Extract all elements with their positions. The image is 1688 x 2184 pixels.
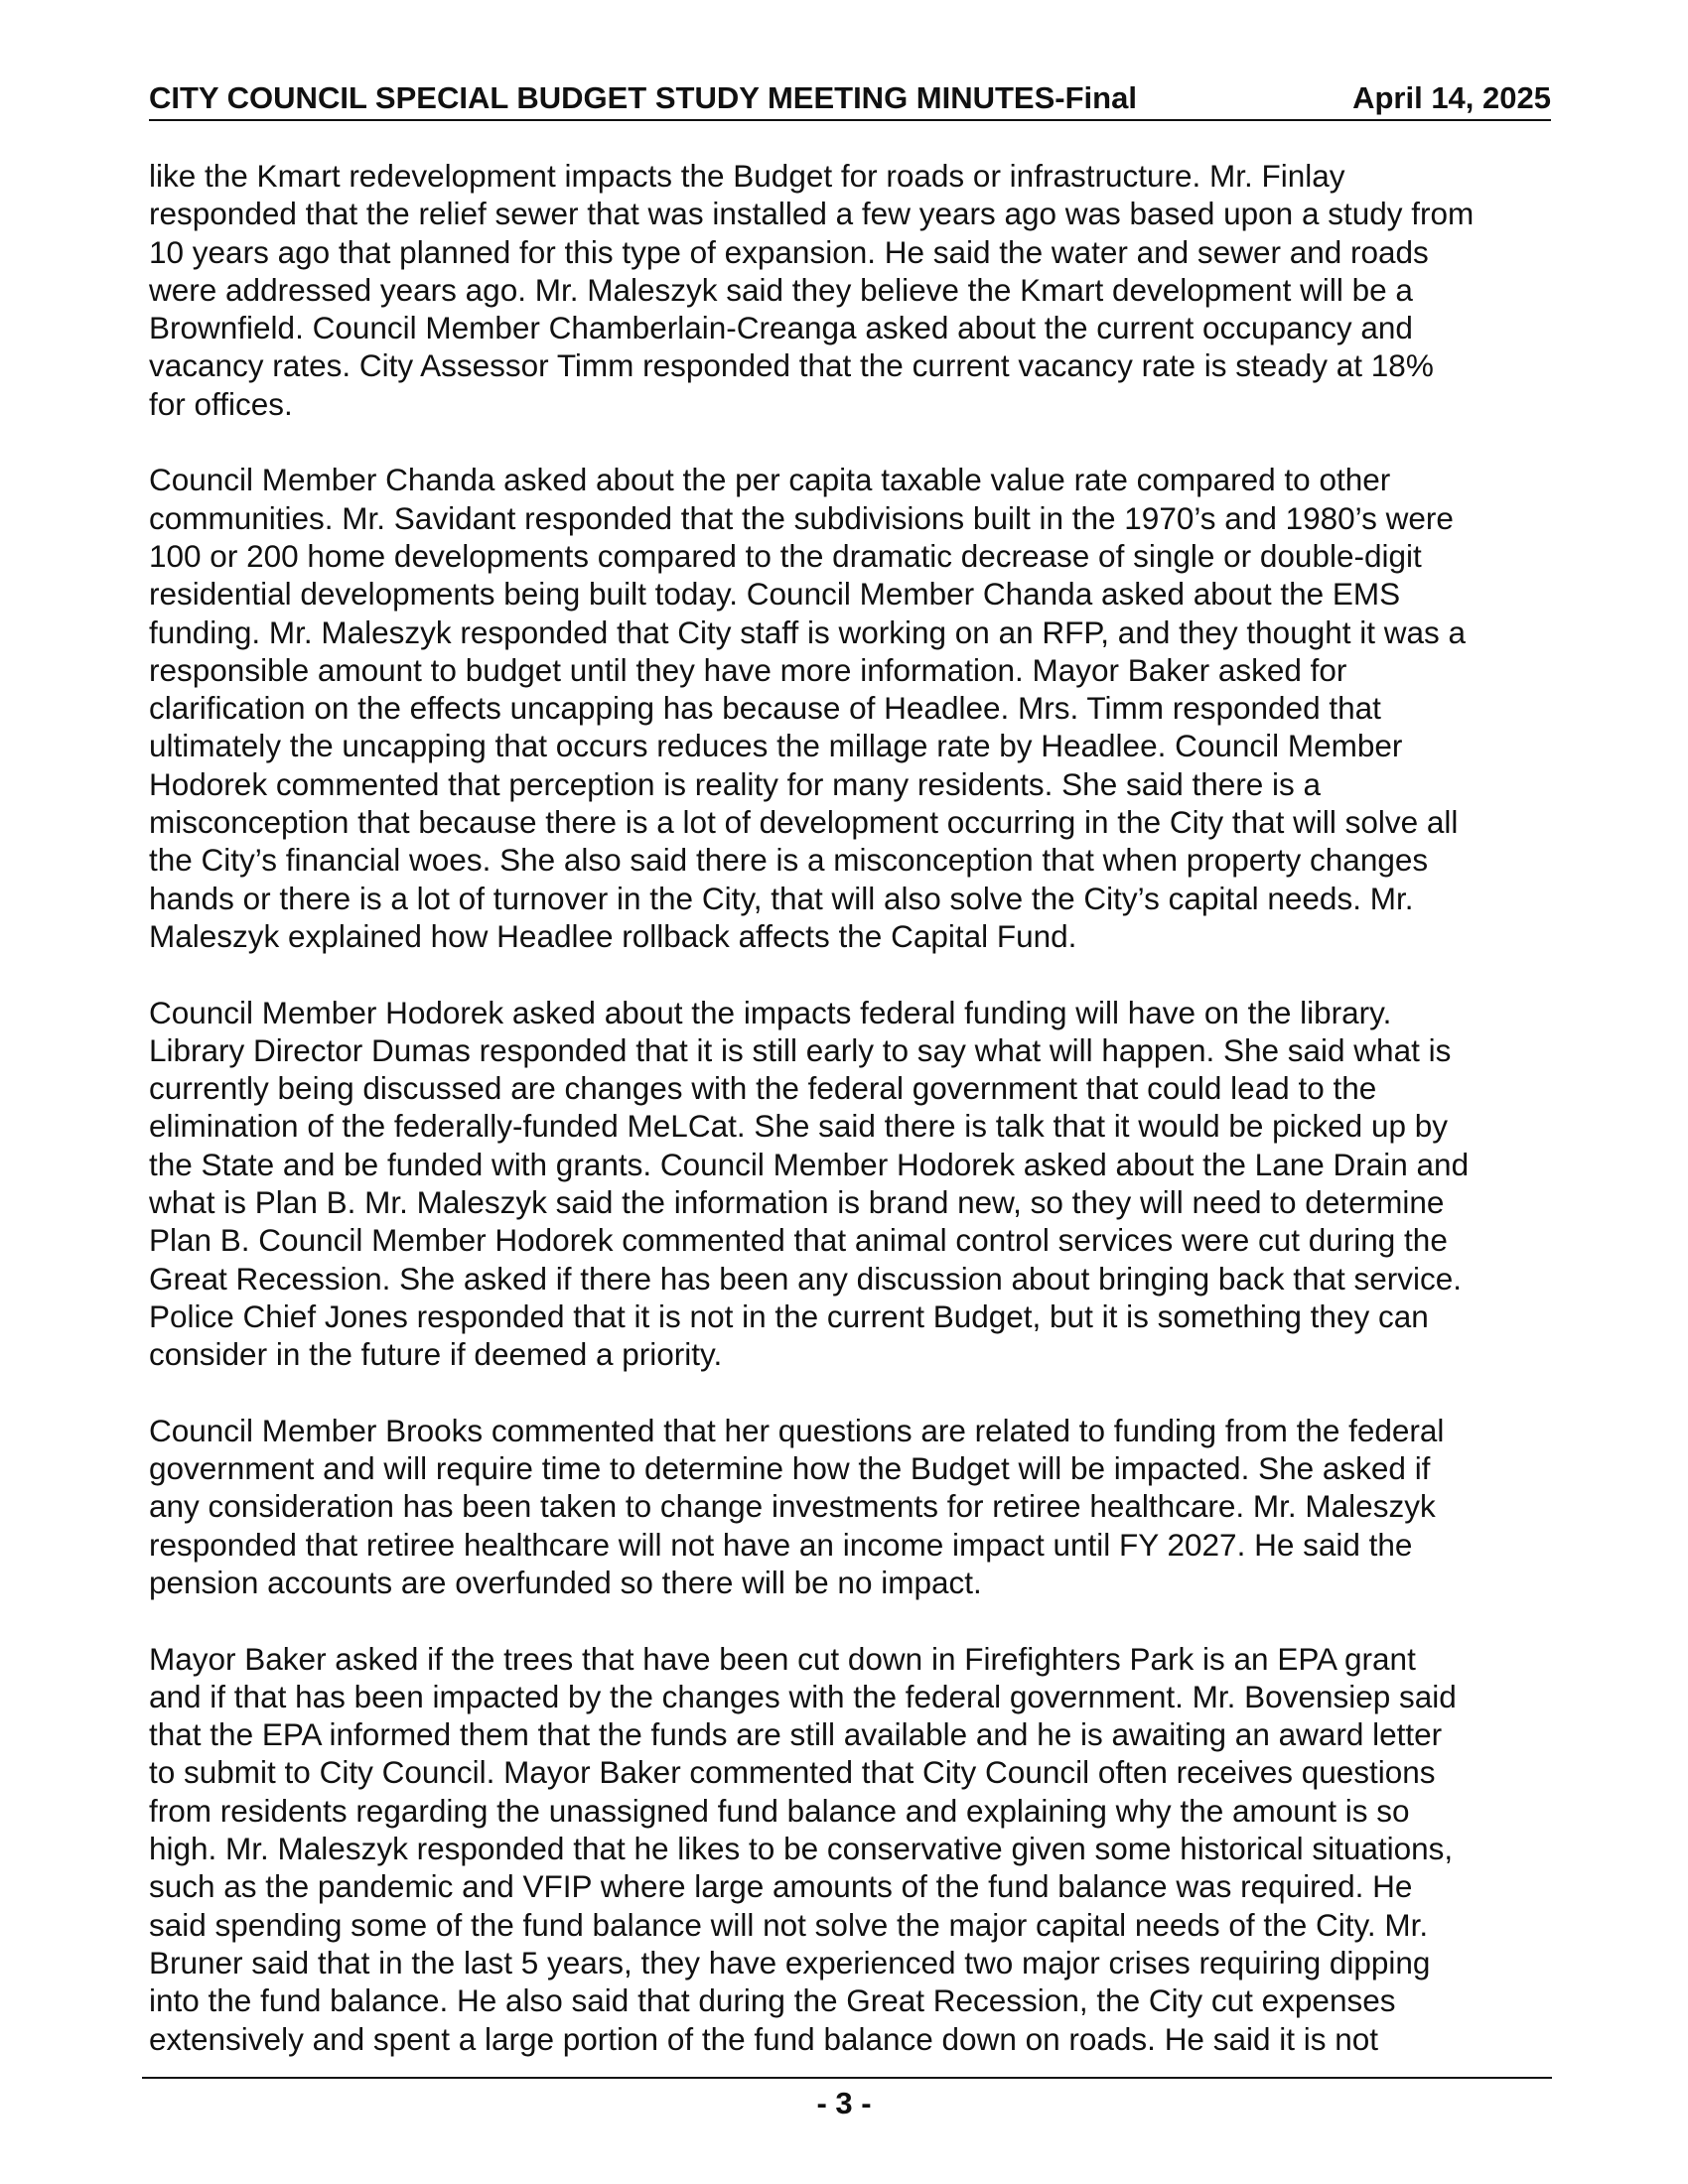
minutes-body: [149, 157, 1559, 2096]
page-header: [149, 79, 1551, 121]
paragraph: Council Member Chanda asked about the per capita taxable value rate compared to other communities. Mr. Savidant responded that the subdivisions built in the 1970’s and 1980’s were 100 or 200 home developments compared to the dramatic decrease of single or double-digit residential developments being built today. Council Member Chanda asked about the EMS funding. Mr. Maleszyk responded that City staff is working on an RFP, and they thought it was a responsible amount to budget until they have more information. Mayor Baker asked for clarification on the effects uncapping has because of Headlee. Mrs. Timm responded that ultimately the uncapping that occurs reduces the millage rate by Headlee. Council Member Hodorek commented that perception is reality for many residents. She said there is a misconception that because there is a lot of development occurring in the City that will solve all the City’s financial woes. She also said there is a misconception that when property changes hands or there is a lot of turnover in the City, that will also solve the City’s capital needs. Mr. Maleszyk explained how Headlee rollback affects the Capital Fund.: [149, 462, 1467, 954]
paragraph: Mayor Baker asked if the trees that have been cut down in Firefighters Park is an EPA grant and if that has been impacted by the changes with the federal government. Mr. Bovensiep said that the EPA informed them that the funds are still available and he is awaiting an award letter to submit to City Council. Mayor Baker commented that City Council often receives questions from residents regarding the unassigned fund balance and explaining why the amount is so high. Mr. Maleszyk responded that he likes to be conservative given some historical situations, such as the pandemic and VFIP where large amounts of the fund balance was required. He said spending some of the fund balance will not solve the major capital needs of the City. Mr. Bruner said that in the last 5 years, they have experienced two major crises requiring dipping into the fund balance. He also said that during the Great Recession, the City cut expenses extensively and spent a large portion of the fund balance down on roads. He said it is not: [149, 1640, 1457, 2057]
footer-divider: [142, 2077, 1552, 2079]
paragraph: like the Kmart redevelopment impacts the Budget for roads or infrastructure. Mr. Finlay responded that the relief sewer that was installed a few years ago was based upon a study from 10 years ago that planned for this type of expansion. He said the water and sewer and roads were addressed years ago. Mr. Maleszyk said they believe the Kmart development will be a Brownfield. Council Member Chamberlain-Creanga asked about the current occupancy and vacancy rates. City Assessor Timm responded that the current vacancy rate is steady at 18% for offices.: [149, 158, 1475, 422]
document-title: CITY COUNCIL SPECIAL BUDGET STUDY MEETING MINUTES-Final: [149, 80, 1137, 115]
paragraph: Council Member Brooks commented that her questions are related to funding from the federal government and will require time to determine how the Budget will be impacted. She asked if any consideration has been taken to change investments for retiree healthcare. Mr. Maleszyk responded that retiree healthcare will not have an income impact until FY 2027. He said the pension accounts are overfunded so there will be no impact.: [149, 1412, 1445, 1600]
paragraph: Council Member Hodorek asked about the impacts federal funding will have on the library. Library Director Dumas responded that it is still early to say what will happen. She said what is currently being discussed are changes with the federal government that could lead to the elimination of the federally-funded MeLCat. She said there is talk that it would be picked up by the State and be funded with grants. Council Member Hodorek asked about the Lane Drain and what is Plan B. Mr. Maleszyk said the information is brand new, so they will need to determine Plan B. Council Member Hodorek commented that animal control services were cut during the Great Recession. She asked if there has been any discussion about bringing back that service. Police Chief Jones responded that it is not in the current Budget, but it is something they can consider in the future if deemed a priority.: [149, 994, 1470, 1373]
meeting-date: April 14, 2025: [1352, 80, 1551, 115]
page-number: - 3 -: [816, 2086, 872, 2120]
